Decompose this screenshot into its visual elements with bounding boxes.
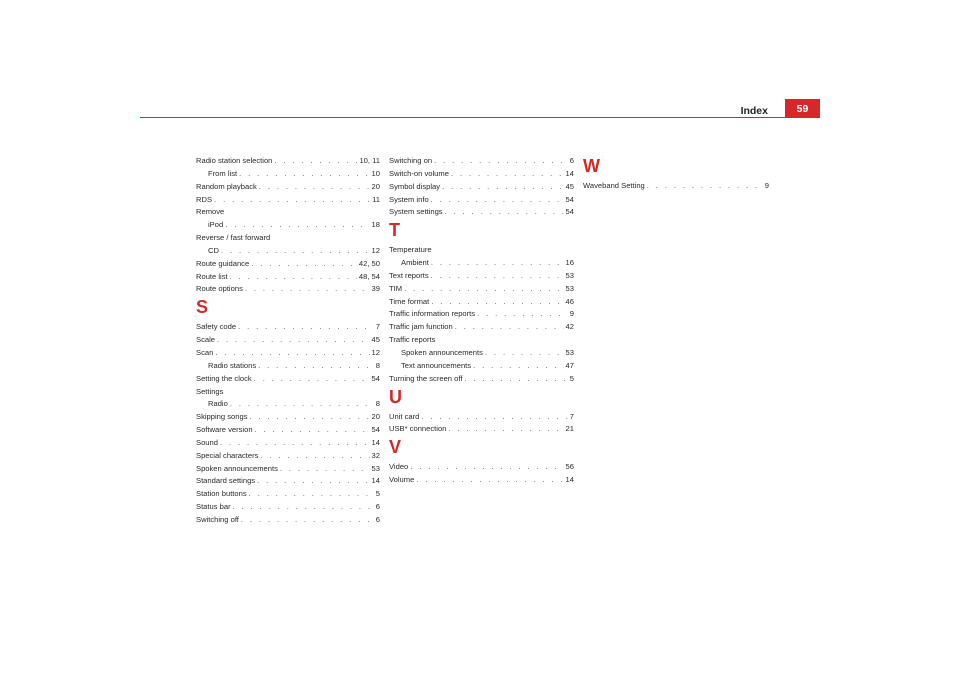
index-subentry: [196, 168, 380, 181]
dot-leader: [251, 258, 357, 271]
entry-label: CD: [208, 245, 219, 255]
index-letter-heading: U: [389, 386, 402, 407]
entry-label: Switch-on volume: [389, 168, 449, 178]
index-subentry: [389, 347, 574, 360]
dot-leader: [404, 283, 563, 296]
dot-leader: [254, 373, 370, 386]
index-entry: [196, 488, 380, 501]
page-reference: 14: [565, 168, 574, 178]
entry-label: Radio: [208, 399, 228, 409]
dot-leader: [431, 257, 564, 270]
entry-label: Symbol display: [389, 181, 441, 191]
index-column-3: [583, 155, 769, 193]
entry-label: Unit card: [389, 411, 420, 421]
entry-label: Scale: [196, 335, 215, 345]
index-entry: [196, 411, 380, 424]
dot-leader: [431, 194, 564, 207]
page-reference: 14: [371, 437, 380, 447]
page-reference: 48, 54: [358, 271, 380, 281]
dot-leader: [442, 181, 563, 194]
dot-leader: [255, 424, 370, 437]
index-entry: [196, 463, 380, 476]
page-reference: 5: [569, 373, 574, 383]
entry-label: Route list: [196, 271, 228, 281]
page-reference: 6: [375, 502, 380, 512]
index-entry: [196, 347, 380, 360]
entry-label: Ambient: [401, 258, 429, 268]
dot-leader: [485, 347, 564, 360]
index-letter-heading: S: [196, 297, 209, 318]
page-reference: 54: [371, 373, 380, 383]
index-letter-heading: T: [389, 220, 400, 241]
page-reference: 53: [565, 347, 574, 357]
page-reference: 45: [565, 181, 574, 191]
page-reference: 9: [569, 309, 574, 319]
index-entry: [196, 334, 380, 347]
page-reference: 6: [569, 156, 574, 165]
entry-label: Software version: [196, 425, 253, 435]
page-reference: 53: [565, 283, 574, 293]
index-entry: [389, 270, 574, 283]
page-reference: 21: [565, 424, 574, 434]
index-entry: [389, 308, 574, 321]
page-reference: 9: [764, 181, 769, 190]
entry-label: Skipping songs: [196, 412, 248, 422]
dot-leader: [258, 360, 374, 373]
index-entry: [389, 296, 574, 309]
index-entry: [196, 501, 380, 514]
section-title: Index: [740, 105, 768, 117]
entry-label: RDS: [196, 194, 213, 204]
index-entry: [389, 474, 574, 487]
page-reference: 12: [371, 245, 380, 255]
index-entry: [583, 180, 769, 193]
index-entry: [389, 194, 574, 207]
page-reference: 42, 50: [358, 258, 380, 268]
entry-label: Traffic reports: [389, 335, 436, 345]
page-reference: 54: [565, 207, 574, 217]
dot-leader: [464, 373, 567, 386]
page-reference: 39: [371, 284, 380, 294]
page-reference: 46: [565, 296, 574, 306]
index-subentry: [389, 257, 574, 270]
dot-leader: [250, 411, 370, 424]
entry-label: Route options: [196, 284, 243, 294]
entry-label: Setting the clock: [196, 373, 252, 383]
index-entry: [196, 373, 380, 386]
dot-leader: [220, 437, 370, 450]
page-reference: 56: [565, 462, 574, 472]
index-entry: [389, 334, 574, 347]
dot-leader: [238, 321, 374, 334]
dot-leader: [445, 206, 564, 219]
dot-leader: [274, 155, 357, 168]
dot-leader: [245, 283, 370, 296]
dot-leader: [217, 334, 370, 347]
index-entry: [389, 155, 574, 168]
page-reference: 54: [371, 425, 380, 435]
dot-leader: [451, 168, 564, 181]
dot-leader: [230, 398, 374, 411]
entry-label: Random playback: [196, 181, 257, 191]
dot-leader: [239, 168, 369, 181]
page-reference: 14: [371, 476, 380, 486]
page-reference: 53: [371, 463, 380, 473]
dot-leader: [221, 245, 370, 258]
page-reference: 42: [565, 322, 574, 332]
entry-label: Video: [389, 462, 409, 472]
entry-label: TIM: [389, 283, 403, 293]
index-entry: [196, 258, 380, 271]
index-entry: [196, 194, 380, 207]
index-entry: [389, 321, 574, 334]
entry-label: Traffic information reports: [389, 309, 476, 319]
entry-label: Waveband Setting: [583, 181, 645, 190]
index-entry: [196, 181, 380, 194]
entry-label: Time format: [389, 296, 430, 306]
index-entry: [389, 423, 574, 436]
page-reference: 54: [565, 194, 574, 204]
page-reference: 7: [375, 322, 380, 332]
page-reference: 10, 11: [359, 156, 380, 165]
index-entry: [196, 514, 380, 527]
dot-leader: [257, 475, 369, 488]
index-entry: [196, 437, 380, 450]
page-reference: 32: [371, 450, 380, 460]
page-reference: 18: [371, 220, 380, 230]
dot-leader: [230, 271, 357, 284]
dot-leader: [416, 474, 563, 487]
dot-leader: [214, 194, 370, 207]
page-reference: 10: [371, 168, 380, 178]
index-entry: [196, 386, 380, 399]
entry-label: Scan: [196, 347, 214, 357]
dot-leader: [225, 219, 369, 232]
page-reference: 6: [375, 514, 380, 524]
entry-label: Radio station selection: [196, 156, 273, 165]
dot-leader: [233, 501, 374, 514]
entry-label: Reverse / fast forward: [196, 233, 271, 243]
dot-leader: [431, 296, 563, 309]
dot-leader: [455, 321, 564, 334]
entry-label: Spoken announcements: [401, 347, 483, 357]
index-column-1: [196, 155, 380, 527]
page-reference: 45: [371, 335, 380, 345]
index-entry: [389, 411, 574, 424]
index-letter-heading: W: [583, 156, 600, 176]
entry-label: Route guidance: [196, 258, 250, 268]
index-entry: [196, 283, 380, 296]
page-number-badge: 59: [785, 99, 820, 118]
entry-label: Standard settings: [196, 476, 256, 486]
dot-leader: [410, 461, 563, 474]
index-subentry: [196, 360, 380, 373]
entry-label: Traffic jam function: [389, 322, 453, 332]
entry-label: Spoken announcements: [196, 463, 278, 473]
dot-leader: [259, 181, 370, 194]
entry-label: Switching on: [389, 156, 433, 165]
index-entry: [196, 206, 380, 219]
entry-label: Text announcements: [401, 360, 472, 370]
index-subentry: [196, 245, 380, 258]
index-entry: [389, 461, 574, 474]
entry-label: Station buttons: [196, 489, 247, 499]
index-entry: [389, 168, 574, 181]
entry-label: Sound: [196, 437, 218, 447]
dot-leader: [421, 411, 567, 424]
index-entry: [196, 475, 380, 488]
index-entry: [389, 206, 574, 219]
entry-label: Remove: [196, 207, 225, 217]
page-reference: 5: [375, 489, 380, 499]
entry-label: Status bar: [196, 502, 231, 512]
index-entry: [196, 321, 380, 334]
entry-label: Settings: [196, 386, 224, 396]
index-subentry: [196, 219, 380, 232]
index-entry: [389, 181, 574, 194]
dot-leader: [215, 347, 369, 360]
index-entry: [196, 155, 380, 168]
index-entry: [196, 232, 380, 245]
entry-label: System info: [389, 194, 429, 204]
page-reference: 20: [371, 412, 380, 422]
entry-label: Turning the screen off: [389, 373, 463, 383]
index-entry: [389, 283, 574, 296]
page-reference: 12: [371, 347, 380, 357]
dot-leader: [260, 450, 369, 463]
entry-label: Safety code: [196, 322, 237, 332]
index-letter-heading: V: [389, 437, 402, 458]
dot-leader: [241, 514, 374, 527]
dot-leader: [477, 308, 568, 321]
entry-label: Volume: [389, 475, 415, 485]
index-entry: [196, 450, 380, 463]
dot-leader: [431, 270, 564, 283]
page-reference: 20: [371, 181, 380, 191]
page-reference: 53: [565, 270, 574, 280]
entry-label: Text reports: [389, 270, 429, 280]
index-subentry: [389, 360, 574, 373]
index-column-2: [389, 155, 574, 487]
entry-label: System settings: [389, 207, 443, 217]
index-entry: [389, 373, 574, 386]
dot-leader: [249, 488, 374, 501]
dot-leader: [448, 423, 563, 436]
entry-label: Special characters: [196, 450, 259, 460]
entry-label: Temperature: [389, 245, 432, 255]
page-reference: 8: [375, 399, 380, 409]
dot-leader: [280, 463, 370, 476]
index-subentry: [196, 398, 380, 411]
dot-leader: [434, 155, 568, 168]
entry-label: USB* connection: [389, 424, 447, 434]
page-reference: 14: [565, 475, 574, 485]
page-reference: 7: [569, 411, 574, 421]
index-entry: [196, 424, 380, 437]
entry-label: iPod: [208, 220, 224, 230]
page-reference: 16: [565, 258, 574, 268]
dot-leader: [473, 360, 563, 373]
index-entry: [196, 271, 380, 284]
entry-label: From list: [208, 168, 238, 178]
dot-leader: [647, 180, 763, 193]
page-reference: 11: [372, 194, 380, 204]
header-rule: [140, 117, 820, 118]
index-entry: [389, 244, 574, 257]
entry-label: Switching off: [196, 514, 239, 524]
entry-label: Radio stations: [208, 360, 257, 370]
page-reference: 47: [565, 360, 574, 370]
page-reference: 8: [375, 360, 380, 370]
